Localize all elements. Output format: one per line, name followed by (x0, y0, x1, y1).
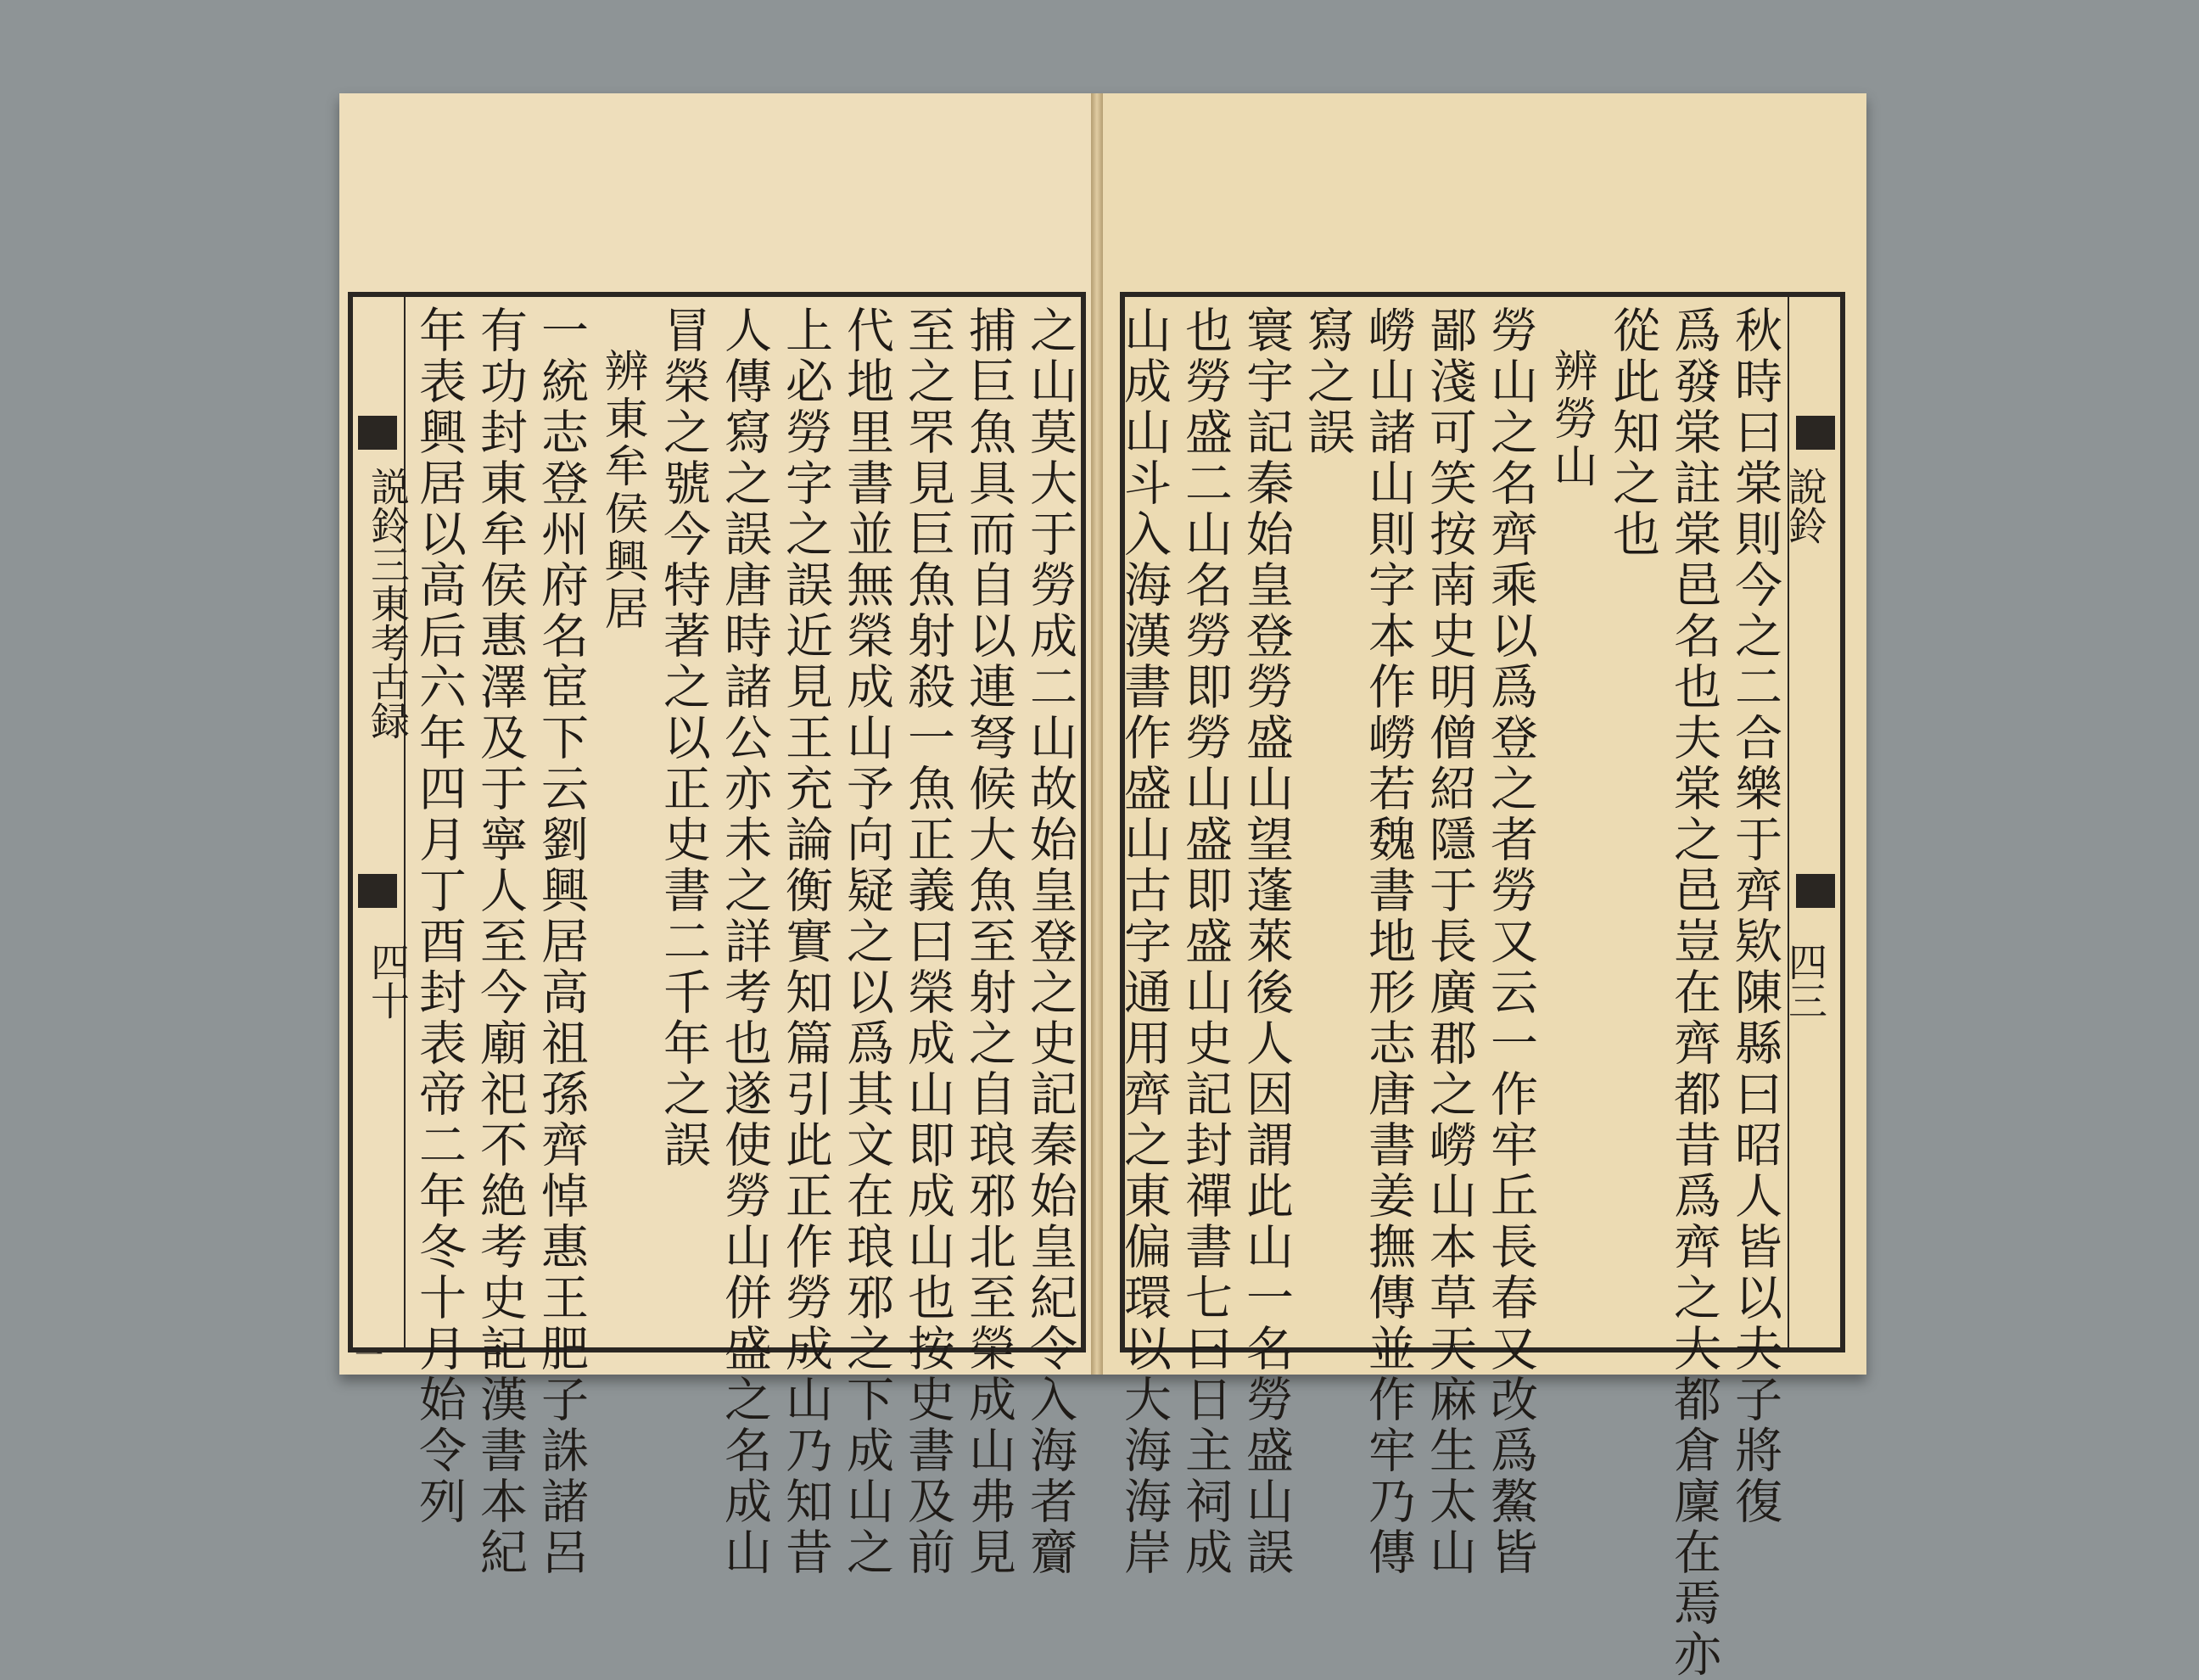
page-mark: 一 (355, 1339, 383, 1373)
text-column: 勞山之名齊乘以爲登之者勞又云一作牢丘長春又改爲鰲皆 (1483, 305, 1538, 1578)
banxin-title: 說鈴 (1782, 467, 1828, 545)
section-heading: 辨東牟侯興居 (596, 348, 647, 633)
text-column: 至之罘見巨魚射殺一魚正義曰榮成山即成山也按史書及前 (900, 305, 955, 1578)
section-heading: 辨勞山 (1546, 348, 1597, 490)
text-column: 寰宇記秦始皇登勞盛山望蓬萊後人因謂此山一名勞盛山誤 (1239, 305, 1294, 1578)
text-column: 年表興居以高后六年四月丁酉封表帝二年冬十月始令列 (411, 305, 467, 1527)
left-text-frame (348, 292, 1086, 1578)
text-column: 爲發棠註棠邑名也夫棠之邑豈在齊都昔爲齊之大都倉廩在焉亦 (1666, 305, 1721, 1680)
text-column: 捕巨魚具而自以連弩候大魚至射之自琅邪北至榮成山弗見 (961, 305, 1016, 1578)
open-book (339, 93, 1866, 1680)
banxin-title: 説鈴三東考古録 (365, 467, 411, 740)
text-column: 人傳寫之誤唐時諸公亦未之詳考也遂使勞山併盛之名成山 (717, 305, 772, 1578)
right-text-frame (1116, 292, 1845, 1680)
fish-tail-top (358, 416, 397, 450)
text-column: 嶗山諸山則字本作嶗若魏書地形志唐書姜撫傳並作牢乃傳 (1361, 305, 1416, 1578)
text-column: 一統志登州府名宦下云劉興居高祖孫齊悼惠王肥子誅諸呂 (534, 305, 589, 1578)
text-column: 從此知之也 (1605, 305, 1660, 560)
text-column: 上必勞字之誤近見王充論衡實知篇引此正作勞成山乃知昔 (778, 305, 833, 1578)
banxin-rule (404, 297, 406, 1347)
text-column: 秋時曰棠則今之二合樂于齊欵陳縣曰昭人皆以夫子將復 (1727, 305, 1782, 1527)
book-gutter (1091, 93, 1103, 1375)
text-column: 寫之誤 (1300, 305, 1355, 458)
text-column: 代地里書並無榮成山予向疑之以爲其文在琅邪之下成山之 (839, 305, 894, 1578)
text-column: 鄙淺可笑按南史明僧紹隱于長廣郡之嶗山本草天麻生太山 (1422, 305, 1477, 1578)
text-column: 有功封東牟侯惠澤及于寧人至今廟祀不絶考史記漢書本紀 (473, 305, 528, 1578)
text-column: 之山莫大于勞成二山故始皇登之史記秦始皇紀令入海者齎 (1022, 305, 1077, 1578)
page-number: 四十 (365, 942, 411, 1020)
banxin-rule (1788, 297, 1789, 1347)
left-page (339, 93, 1091, 1578)
text-column: 也勞盛二山名勞即勞山盛即盛山史記封禪書七曰日主祠成 (1178, 305, 1233, 1578)
fish-tail-bottom (358, 874, 397, 908)
right-page (1103, 93, 1866, 1680)
text-column: 山成山斗入海漢書作盛山古字通用齊之東偏環以大海海岸 (1116, 305, 1172, 1578)
page-number: 四三 (1782, 942, 1828, 1020)
fish-tail-bottom (1796, 874, 1835, 908)
fish-tail-top (1796, 416, 1835, 450)
text-column: 冒榮之號今特著之以正史書二千年之誤 (656, 305, 711, 1171)
